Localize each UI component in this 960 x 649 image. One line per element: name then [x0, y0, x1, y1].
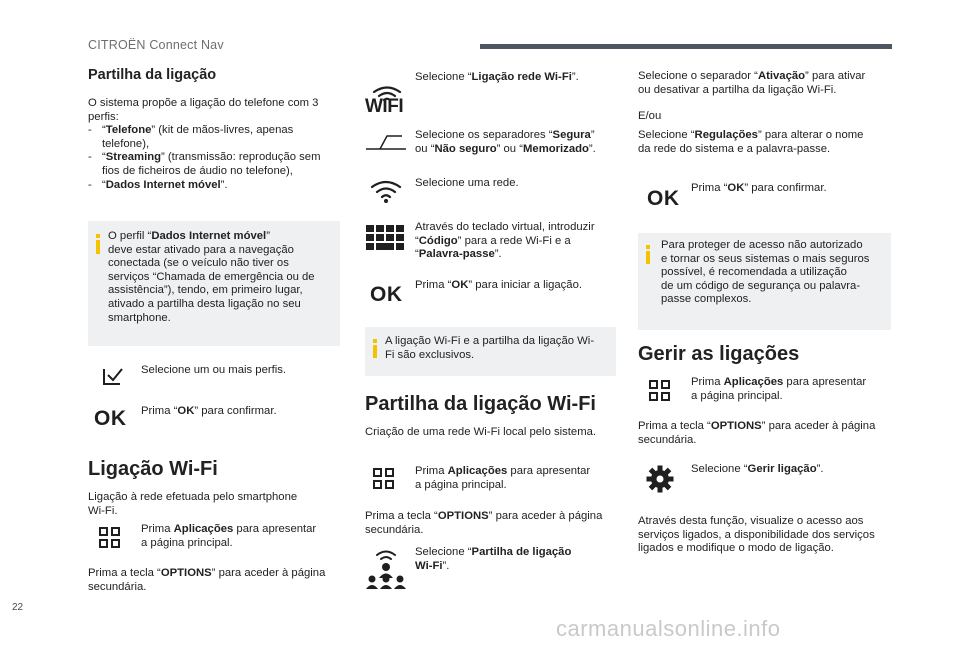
- connection-sharing-icon: [366, 548, 406, 590]
- connection-sharing-intro: O sistema propõe a ligação do telefone com 3 perfis: - “Telefone” (kit de mãos-livres, apenas telefone), - “Streaming” (transmissão: reprodução sem fios de ficheiros de áudio no telefone), - “Dados Internet móvel”.: [88, 97, 350, 192]
- step-apps: Prima Aplicações para apresentar a página principal.: [691, 376, 867, 402]
- step-options: Prima a tecla “OPTIONS” para aceder à página secundária.: [365, 510, 603, 536]
- ok-icon: OK: [370, 283, 403, 306]
- section-title-manage-connections: Gerir as ligações: [638, 343, 800, 365]
- list-item: - “Dados Internet móvel”.: [88, 179, 350, 193]
- info-note-mobile-data: O perfil “Dados Internet móvel” deve estar ativado para a navegação conectada (se o veículo não tiver os serviços “Chamada de emergência ou de assistência”), tendo, em primeiro lugar, ativado a partilha desta ligação no seu smartphone.: [88, 221, 340, 346]
- info-icon: [373, 339, 377, 343]
- step-select-sharing: Selecione “Partilha de ligação Wi-Fi”.: [415, 546, 572, 572]
- apps-grid-icon: [373, 468, 395, 490]
- step-activation-tab: Selecione o separador “Ativação” para ativar ou desativar a partilha da ligação Wi-Fi.: [638, 70, 866, 96]
- apps-grid-icon: [649, 380, 671, 402]
- section-title-wifi-connection: Ligação Wi-Fi: [88, 458, 218, 480]
- info-icon: [646, 245, 650, 249]
- step-settings: Selecione “Regulações” para alterar o nome da rede do sistema e a palavra-passe.: [638, 129, 864, 155]
- step-confirm: Prima “OK” para confirmar.: [691, 182, 827, 194]
- info-icon: [96, 234, 100, 238]
- keyboard-icon: [366, 225, 406, 251]
- step-apps: Prima Aplicações para apresentar a página principal.: [141, 523, 317, 549]
- and-or-text: E/ou: [638, 110, 662, 122]
- step-select-tabs: Selecione os separadores “Segura” ou “Não seguro” ou “Memorizado”.: [415, 129, 596, 155]
- apps-grid-icon: [99, 527, 121, 549]
- header-title: CITROËN Connect Nav: [88, 38, 224, 52]
- info-note-exclusive: A ligação Wi-Fi e a partilha da ligação Wi- Fi são exclusivos.: [365, 327, 616, 376]
- tabs-icon: [366, 134, 406, 150]
- manage-description: Através desta função, visualize o acesso aos serviços ligados, a disponibilidade dos serviços ligados e modifique o modo de ligação.: [638, 515, 875, 555]
- list-item: - “Telefone” (kit de mãos-livres, apenas telefone),: [88, 124, 350, 151]
- step-select-profiles: Selecione um ou mais perfis.: [141, 364, 287, 376]
- step-confirm: Prima “OK” para confirmar.: [141, 405, 277, 417]
- gear-icon: [645, 464, 675, 494]
- step-start-connection: Prima “OK” para iniciar a ligação.: [415, 279, 583, 291]
- step-options: Prima a tecla “OPTIONS” para aceder à página secundária.: [88, 567, 326, 593]
- wifi-label: WIFI: [365, 96, 404, 117]
- step-select-wifi-network: Selecione “Ligação rede Wi-Fi”.: [415, 71, 579, 83]
- section-title-connection-sharing: Partilha da ligação: [88, 67, 217, 83]
- info-note-security: Para proteger de acesso não autorizado e tornar os seus sistemas o mais seguros possível, é recomendada a utilização de um código de segurança ou palavra- passe complexos.: [638, 233, 891, 330]
- ok-icon: OK: [94, 407, 127, 430]
- ok-icon: OK: [647, 187, 680, 210]
- watermark: carmanualsonline.info: [556, 616, 781, 641]
- step-apps: Prima Aplicações para apresentar a página principal.: [415, 465, 591, 491]
- wifi-sharing-intro: Criação de uma rede Wi-Fi local pelo sistema.: [365, 426, 597, 438]
- wifi-signal-icon: [370, 180, 402, 204]
- list-item: - “Streaming” (transmissão: reprodução sem fios de ficheiros de áudio no telefone),: [88, 151, 350, 178]
- checkbox-select-icon: [103, 366, 125, 386]
- step-keyboard-entry: Através do teclado virtual, introduzir “Código” para a rede Wi-Fi e a “Palavra-passe”.: [415, 221, 595, 261]
- wifi-connection-intro: Ligação à rede efetuada pelo smartphone Wi-Fi.: [88, 491, 298, 517]
- profile-list: [88, 124, 350, 192]
- step-options: Prima a tecla “OPTIONS” para aceder à página secundária.: [638, 420, 876, 446]
- step-select-network: Selecione uma rede.: [415, 177, 519, 189]
- header-bar: [480, 44, 892, 49]
- page-number: 22: [12, 602, 24, 613]
- step-manage-connection: Selecione “Gerir ligação”.: [691, 463, 824, 475]
- section-title-wifi-sharing: Partilha da ligação Wi-Fi: [365, 393, 596, 415]
